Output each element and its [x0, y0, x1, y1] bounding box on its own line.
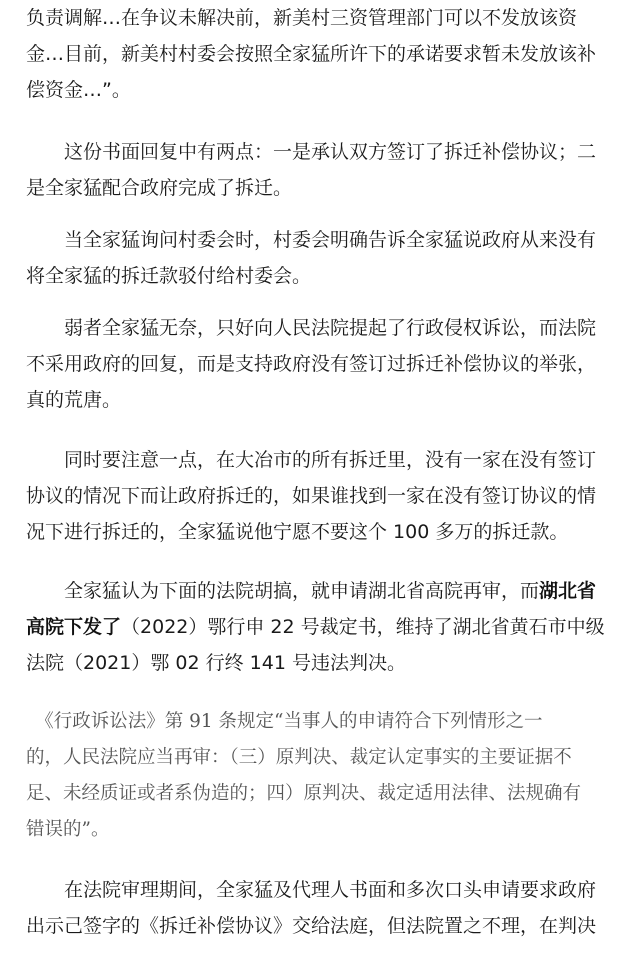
text-segment: （2022）鄂行申 22 号裁定书，维持了湖北省黄石市中级: [121, 616, 605, 638]
text-line: 这份书面回复中有两点：一是承认双方签订了拆迁补偿协议；二: [26, 141, 597, 163]
text-line: 当全家猛询问村委会时，村委会明确告诉全家猛说政府从来没有: [26, 229, 597, 251]
paragraph-court-ignored: [26, 872, 616, 944]
text-line: 法院（2021）鄂 02 行终 141 号违法判决。: [26, 652, 406, 674]
paragraph-two-points: [26, 134, 616, 206]
bold-text: 高院下发了: [26, 616, 122, 638]
paragraph-law-quote: [26, 704, 616, 848]
text-line: 真的荒唐。: [26, 389, 122, 411]
paragraph-retrial: [26, 573, 616, 681]
text-line: 协议的情况下而让政府拆迁的，如果谁找到一家在没有签订协议的情: [26, 485, 597, 507]
text-line: 错误的”。: [26, 819, 110, 840]
text-line: 将全家猛的拆迁款驳付给村委会。: [26, 265, 312, 287]
text-line: 的，人民法院应当再审：（三）原判决、裁定认定事实的主要证据不: [26, 747, 572, 768]
text-segment: 全家猛认为下面的法院胡搞，就申请湖北省高院再审，而: [26, 580, 540, 602]
text-line: 金…目前，新美村村委会按照全家猛所许下的承诺要求暂未发放该补: [26, 43, 597, 65]
paragraph-village-committee: [26, 222, 616, 294]
text-line: 弱者全家猛无奈，只好向人民法院提起了行政侵权诉讼，而法院: [26, 317, 597, 339]
text-line: 出示己签字的《拆迁补偿协议》交给法庭，但法院置之不理，在判决: [26, 915, 597, 937]
text-line: 同时要注意一点，在大冶市的所有拆迁里，没有一家在没有签订: [26, 449, 597, 471]
paragraph-lawsuit: [26, 310, 616, 418]
text-line: 负责调解…在争议未解决前，新美村三资管理部门可以不发放该资: [26, 7, 578, 29]
text-line: 在法院审理期间，全家猛及代理人书面和多次口头申请要求政府: [26, 879, 597, 901]
text-line: 《行政诉讼法》第 91 条规定“当事人的申请符合下列情形之一: [26, 711, 543, 732]
paragraph-mediation-reply: [26, 0, 616, 108]
text-line: 况下进行拆迁的，全家猛说他宁愿不要这个 100 多万的拆迁款。: [26, 521, 569, 543]
text-line: [26, 609, 616, 645]
bold-text: 湖北省: [539, 580, 597, 602]
text-line: 足、未经质证或者系伪造的；四）原判决、裁定适用法律、法规确有: [26, 783, 582, 804]
text-line: 是全家猛配合政府完成了拆迁。: [26, 177, 293, 199]
text-line: 偿资金…”。: [26, 79, 131, 101]
paragraph-no-unsigned-demolition: [26, 442, 616, 550]
text-line: [26, 573, 616, 609]
text-line: 不采用政府的回复，而是支持政府没有签订过拆迁补偿协议的举张，: [26, 353, 597, 375]
